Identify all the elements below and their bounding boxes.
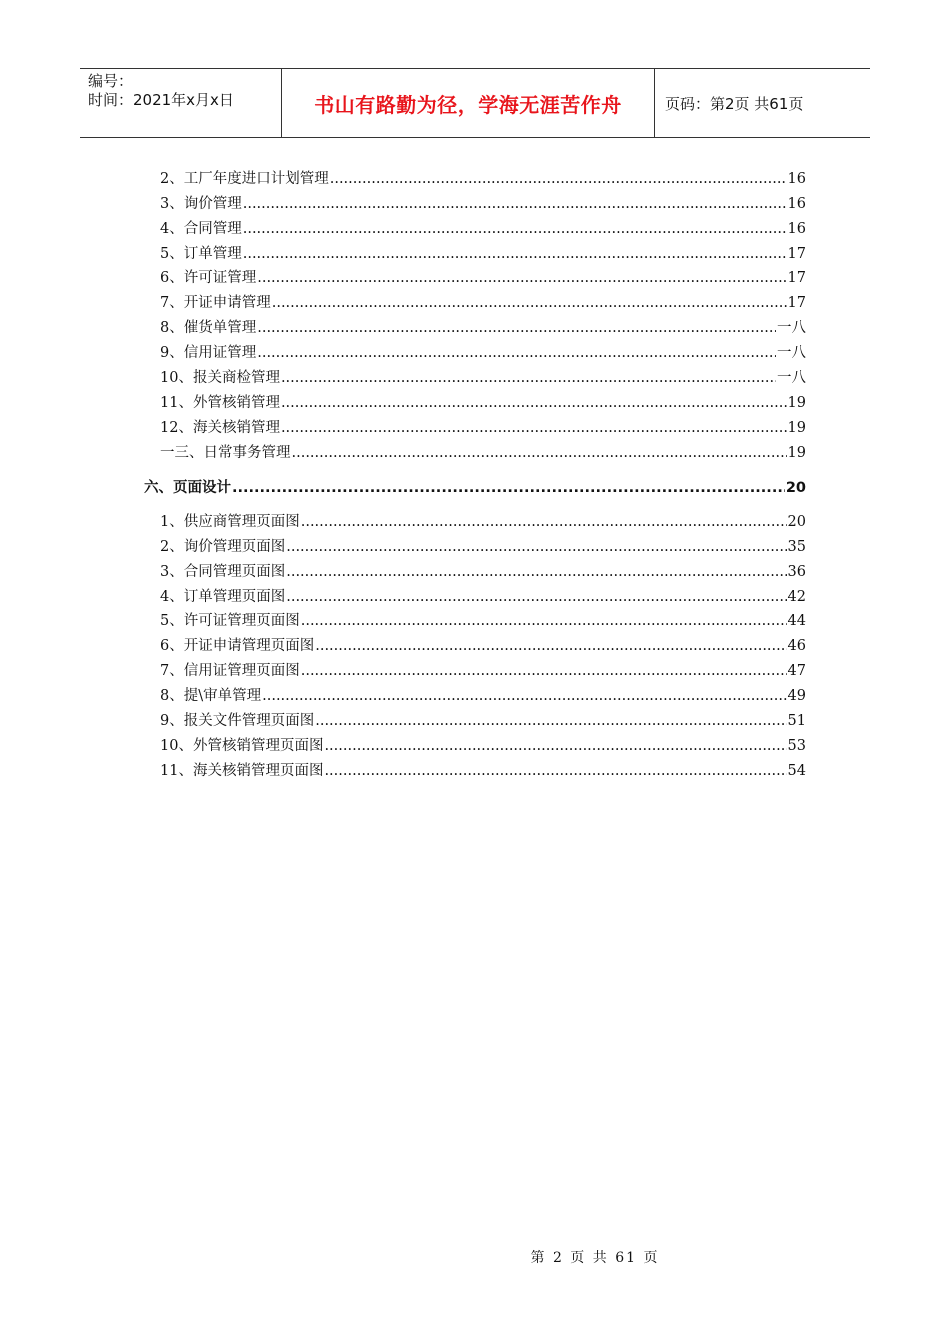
- toc-entry-title: 12、海关核销管理: [160, 420, 280, 436]
- toc-entry-title: 8、催货单管理: [160, 320, 257, 336]
- toc-entry[interactable]: [160, 194, 806, 214]
- toc-entry[interactable]: [160, 661, 806, 681]
- toc-leader-dots: [243, 194, 787, 214]
- toc-entry-title: 1、供应商管理页面图: [160, 514, 300, 530]
- toc-entry-page: 42: [787, 589, 806, 605]
- toc-leader-dots: [262, 686, 786, 706]
- toc-entry-page: 19: [787, 395, 806, 411]
- toc-leader-dots: [301, 611, 787, 631]
- toc-entry-page: 16: [787, 221, 806, 237]
- toc-leader-dots: [257, 268, 786, 288]
- toc-entry[interactable]: [160, 169, 806, 189]
- toc-entry[interactable]: [160, 244, 806, 264]
- toc-entry[interactable]: [160, 293, 806, 313]
- toc-entry-title: 2、询价管理页面图: [160, 539, 286, 555]
- toc-leader-dots: [243, 244, 787, 264]
- toc-entry-page: 一八: [777, 320, 806, 336]
- toc-entry[interactable]: [160, 686, 806, 706]
- toc-entry[interactable]: [160, 219, 806, 239]
- toc-leader-dots: [281, 418, 787, 438]
- toc-leader-dots: [286, 562, 786, 582]
- toc-leader-dots: [232, 478, 785, 498]
- toc-leader-dots: [330, 169, 787, 189]
- toc-entry-title: 8、提\审单管理: [160, 688, 262, 704]
- toc-leader-dots: [286, 587, 786, 607]
- toc-entry-title: 11、外管核销管理: [160, 395, 280, 411]
- toc-entry-page: 19: [787, 445, 806, 461]
- toc-leader-dots: [286, 537, 786, 557]
- toc-section-title: 六、页面设计: [144, 480, 231, 496]
- toc-entry-page: 一八: [777, 370, 806, 386]
- motto-text: 书山有路勤为径，学海无涯苦作舟: [314, 92, 622, 117]
- time-label: 时间：2021年x月x日: [88, 91, 234, 109]
- toc-entry-page: 53: [787, 738, 806, 754]
- toc-leader-dots: [281, 368, 776, 388]
- toc-leader-dots: [243, 219, 787, 239]
- toc-leader-dots: [301, 512, 787, 532]
- toc-entry-title: 一三、日常事务管理: [160, 445, 291, 461]
- toc-entry-page: 44: [787, 613, 806, 629]
- toc-entry-page: 16: [787, 196, 806, 212]
- toc-entry-title: 7、开证申请管理: [160, 295, 271, 311]
- toc-leader-dots: [272, 293, 787, 313]
- toc-entry-page: 一八: [777, 345, 806, 361]
- header-meta: [80, 69, 281, 137]
- toc-entry[interactable]: [160, 268, 806, 288]
- toc-section-page: 20: [785, 480, 806, 496]
- toc-entry-title: 6、开证申请管理页面图: [160, 638, 315, 654]
- toc-entry-page: 17: [787, 295, 806, 311]
- toc-entry-title: 9、报关文件管理页面图: [160, 713, 315, 729]
- toc-entry-page: 47: [787, 663, 806, 679]
- page-header: [80, 68, 870, 138]
- toc-entry-page: 49: [787, 688, 806, 704]
- toc-leader-dots: [257, 343, 776, 363]
- toc-entry-title: 3、合同管理页面图: [160, 564, 286, 580]
- toc-entry[interactable]: [160, 562, 806, 582]
- toc-entry-page: 35: [787, 539, 806, 555]
- toc-entry-page: 16: [787, 171, 806, 187]
- toc-entry[interactable]: [160, 587, 806, 607]
- toc-leader-dots: [315, 711, 786, 731]
- toc-entry[interactable]: [160, 443, 806, 463]
- toc-entry[interactable]: [160, 611, 806, 631]
- toc-entry[interactable]: [160, 512, 806, 532]
- toc-leader-dots: [301, 661, 787, 681]
- toc-entry[interactable]: [160, 761, 806, 781]
- header-motto-cell: [281, 69, 655, 137]
- page-info-text: 页码：第2页 共61页: [665, 94, 804, 113]
- toc-leader-dots: [257, 318, 776, 338]
- toc-entry[interactable]: [160, 318, 806, 338]
- toc-entry-title: 11、海关核销管理页面图: [160, 763, 324, 779]
- page-footer: 第 2 页 共 61 页: [530, 1250, 660, 1266]
- toc-leader-dots: [324, 761, 786, 781]
- number-label: 编号：: [88, 72, 134, 90]
- toc-entry[interactable]: [160, 711, 806, 731]
- toc-entry-page: 17: [787, 246, 806, 262]
- toc-entry-page: 54: [787, 763, 806, 779]
- toc-entry-page: 46: [787, 638, 806, 654]
- header-page-info: [655, 69, 870, 137]
- toc-entry-title: 2、工厂年度进口计划管理: [160, 171, 329, 187]
- toc-entry-title: 4、订单管理页面图: [160, 589, 286, 605]
- toc-entry-title: 7、信用证管理页面图: [160, 663, 300, 679]
- toc-leader-dots: [281, 393, 787, 413]
- toc-entry-title: 10、外管核销管理页面图: [160, 738, 324, 754]
- toc-entry-title: 3、询价管理: [160, 196, 242, 212]
- toc-entry[interactable]: [160, 368, 806, 388]
- toc-entry-page: 20: [787, 514, 806, 530]
- toc-leader-dots: [324, 736, 786, 756]
- toc-entry[interactable]: [160, 736, 806, 756]
- toc-entry-title: 9、信用证管理: [160, 345, 257, 361]
- toc-entry-title: 10、报关商检管理: [160, 370, 280, 386]
- toc-leader-dots: [315, 636, 786, 656]
- toc-entry-page: 51: [787, 713, 806, 729]
- toc-leader-dots: [292, 443, 787, 463]
- toc-section[interactable]: [144, 478, 806, 498]
- toc-entry-page: 17: [787, 270, 806, 286]
- toc-entry[interactable]: [160, 418, 806, 438]
- toc-entry-title: 5、订单管理: [160, 246, 242, 262]
- toc-entry[interactable]: [160, 537, 806, 557]
- toc-entry[interactable]: [160, 393, 806, 413]
- toc-entry-title: 4、合同管理: [160, 221, 242, 237]
- toc-entry-page: 19: [787, 420, 806, 436]
- toc-entry[interactable]: [160, 343, 806, 363]
- toc-entry[interactable]: [160, 636, 806, 656]
- toc-entry-title: 5、许可证管理页面图: [160, 613, 300, 629]
- toc-entry-title: 6、许可证管理: [160, 270, 257, 286]
- toc-entry-page: 36: [787, 564, 806, 580]
